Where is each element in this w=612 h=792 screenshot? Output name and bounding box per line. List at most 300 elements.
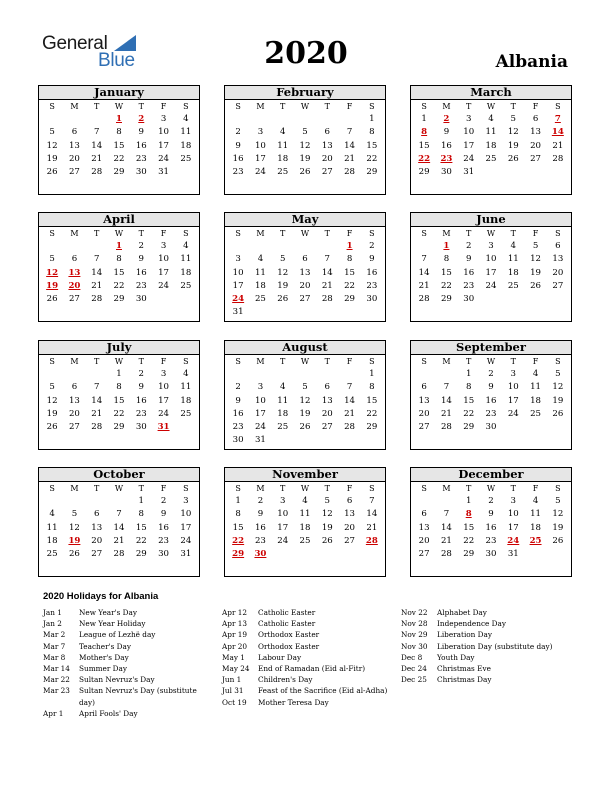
day-cell: 19 <box>299 408 311 419</box>
day-cell: 22 <box>135 535 147 546</box>
holiday-row <box>43 663 223 674</box>
day-cell: 8 <box>116 382 122 393</box>
day-cell: 21 <box>418 280 430 291</box>
day-cell: 20 <box>321 408 333 419</box>
weekday-label: W <box>114 229 124 238</box>
weekday-label: W <box>300 229 310 238</box>
holiday-row <box>222 652 402 663</box>
holiday-day-cell: 31 <box>157 422 170 433</box>
holiday-date: Apr 1 <box>43 708 64 718</box>
day-cell: 16 <box>440 140 452 151</box>
month-title: August <box>225 341 385 355</box>
day-cell: 16 <box>366 267 378 278</box>
day-cell: 29 <box>463 549 475 560</box>
day-cell: 9 <box>235 140 241 151</box>
day-cell: 13 <box>68 395 80 406</box>
day-cell: 24 <box>507 408 519 419</box>
holiday-name: Liberation Day <box>437 630 493 640</box>
day-cell: 22 <box>113 280 125 291</box>
day-cell: 31 <box>158 167 170 178</box>
month-title: June <box>411 213 571 227</box>
day-cell: 15 <box>463 395 475 406</box>
month-title: November <box>225 468 385 482</box>
day-cell: 8 <box>465 382 472 393</box>
day-cell: 21 <box>344 153 356 164</box>
day-cell: 8 <box>138 509 145 520</box>
holiday-date: Mar 8 <box>43 652 66 662</box>
weekday-label: F <box>160 229 167 238</box>
holiday-name: Mother's Day <box>79 652 129 662</box>
day-cell: 5 <box>510 114 517 124</box>
day-cell: 9 <box>160 509 167 520</box>
day-cell: 1 <box>116 369 122 379</box>
day-cell: 28 <box>552 153 564 164</box>
day-cell: 20 <box>299 280 311 291</box>
day-cell: 10 <box>507 509 519 520</box>
holiday-name: Labour Day <box>258 652 302 662</box>
weekday-label: S <box>555 357 561 366</box>
month-title: October <box>39 468 199 482</box>
day-cell: 6 <box>93 509 100 520</box>
day-grid <box>411 100 571 179</box>
month-title: February <box>225 86 385 100</box>
weekday-label: S <box>421 484 427 493</box>
day-cell: 18 <box>46 535 58 546</box>
day-cell: 2 <box>235 382 241 393</box>
day-cell: 19 <box>552 522 564 533</box>
holiday-day-cell: 2 <box>443 114 450 124</box>
weekday-label: T <box>94 229 100 238</box>
day-cell: 7 <box>443 509 450 520</box>
day-cell: 11 <box>530 509 542 520</box>
day-cell: 1 <box>465 496 472 506</box>
day-cell: 25 <box>254 294 266 305</box>
day-cell: 12 <box>507 127 519 138</box>
day-cell: 24 <box>158 408 170 419</box>
day-cell: 6 <box>71 382 78 393</box>
day-cell: 20 <box>91 535 103 546</box>
holiday-row <box>222 607 402 618</box>
logo-blue-text: Blue <box>98 50 135 71</box>
empty-cell <box>316 240 338 253</box>
day-cell: 16 <box>135 267 147 278</box>
day-cell: 19 <box>507 140 519 151</box>
empty-cell <box>249 368 271 381</box>
day-cell: 20 <box>418 408 430 419</box>
weekday-label: M <box>256 229 265 238</box>
day-cell: 16 <box>135 140 147 151</box>
day-cell: 31 <box>232 307 244 318</box>
weekday-label: T <box>94 484 100 493</box>
day-cell: 17 <box>507 522 519 533</box>
day-cell: 23 <box>135 280 147 291</box>
holiday-day-cell: 12 <box>46 267 59 278</box>
day-cell: 29 <box>440 294 452 305</box>
day-cell: 2 <box>257 496 264 506</box>
day-cell: 13 <box>299 267 311 278</box>
holiday-row <box>222 629 402 640</box>
day-cell: 26 <box>277 294 289 305</box>
day-cell: 21 <box>440 408 452 419</box>
day-cell: 29 <box>344 294 356 305</box>
holiday-name: End of Ramadan (Eid al-Fitr) <box>258 664 366 674</box>
day-cell: 17 <box>232 280 244 291</box>
day-cell: 16 <box>135 395 147 406</box>
day-cell: 10 <box>277 509 289 520</box>
day-cell: 29 <box>463 422 475 433</box>
day-cell: 4 <box>302 496 308 506</box>
day-cell: 27 <box>91 549 103 560</box>
day-cell: 30 <box>463 294 475 305</box>
day-cell: 17 <box>463 140 475 151</box>
month-march <box>410 85 572 195</box>
holiday-column <box>401 607 581 685</box>
holiday-day-cell: 14 <box>551 127 564 138</box>
weekday-label: S <box>369 357 375 366</box>
day-cell: 14 <box>321 267 333 278</box>
weekday-label: M <box>442 357 451 366</box>
day-cell: 12 <box>530 254 542 265</box>
empty-cell <box>249 113 271 126</box>
weekday-label: S <box>235 484 241 493</box>
day-cell: 3 <box>279 496 286 506</box>
holiday-name: April Fools' Day <box>79 708 138 718</box>
day-cell: 11 <box>507 254 519 265</box>
holiday-day-cell: 2 <box>138 114 145 124</box>
month-title: September <box>411 341 571 355</box>
weekday-label: W <box>486 357 496 366</box>
day-cell: 13 <box>344 509 356 520</box>
day-cell: 5 <box>555 496 561 506</box>
day-cell: 16 <box>232 408 244 419</box>
holiday-date: Nov 28 <box>401 619 428 629</box>
month-october <box>38 467 200 577</box>
day-cell: 14 <box>344 140 356 151</box>
day-cell: 11 <box>530 382 542 393</box>
day-cell: 5 <box>71 509 78 520</box>
day-cell: 22 <box>463 535 475 546</box>
day-cell: 2 <box>465 241 472 251</box>
holiday-row <box>43 607 223 618</box>
day-cell: 22 <box>463 408 475 419</box>
weekday-label: F <box>160 357 167 366</box>
day-cell: 5 <box>555 369 561 379</box>
empty-cell <box>413 240 435 253</box>
day-cell: 29 <box>113 422 125 433</box>
month-november <box>224 467 386 577</box>
day-cell: 15 <box>113 267 125 278</box>
day-cell: 4 <box>183 241 189 251</box>
weekday-label: S <box>183 102 189 111</box>
empty-cell <box>413 368 435 381</box>
day-cell: 2 <box>138 369 145 379</box>
weekday-label: M <box>442 484 451 493</box>
month-title: April <box>39 213 199 227</box>
empty-cell <box>413 495 435 508</box>
day-cell: 30 <box>135 422 147 433</box>
weekday-label: W <box>486 229 496 238</box>
weekday-label: F <box>160 484 167 493</box>
day-cell: 8 <box>346 254 353 265</box>
holiday-date: Mar 23 <box>43 686 70 696</box>
day-cell: 23 <box>463 280 475 291</box>
holiday-name: League of Lezhë day <box>79 630 156 640</box>
day-cell: 22 <box>113 153 125 164</box>
weekday-label: W <box>486 102 496 111</box>
day-cell: 17 <box>158 395 170 406</box>
day-cell: 27 <box>344 535 356 546</box>
weekday-label: T <box>138 357 144 366</box>
day-cell: 15 <box>440 267 452 278</box>
day-cell: 28 <box>418 294 430 305</box>
day-cell: 17 <box>485 267 497 278</box>
day-cell: 3 <box>235 254 241 265</box>
empty-cell <box>227 113 249 126</box>
weekday-label: T <box>94 357 100 366</box>
day-cell: 29 <box>366 167 378 178</box>
weekday-label: S <box>49 102 55 111</box>
holiday-date: Oct 19 <box>222 697 247 707</box>
day-cell: 20 <box>68 153 80 164</box>
weekday-label: M <box>442 102 451 111</box>
day-cell: 9 <box>257 509 264 520</box>
holiday-date: Dec 8 <box>401 652 423 662</box>
day-cell: 5 <box>279 254 286 265</box>
empty-cell <box>86 368 108 381</box>
empty-cell <box>108 495 130 508</box>
weekday-label: T <box>510 484 516 493</box>
day-cell: 7 <box>369 496 375 506</box>
holiday-day-cell: 24 <box>507 535 520 546</box>
weekday-label: T <box>324 102 330 111</box>
holiday-day-cell: 8 <box>421 127 428 138</box>
day-cell: 5 <box>49 127 55 138</box>
empty-cell <box>338 368 360 381</box>
day-cell: 21 <box>91 408 103 419</box>
day-cell: 5 <box>49 382 55 393</box>
day-cell: 5 <box>324 496 331 506</box>
day-cell: 28 <box>344 422 356 433</box>
weekday-label: W <box>114 484 124 493</box>
day-cell: 1 <box>369 114 375 124</box>
day-cell: 17 <box>254 408 266 419</box>
day-cell: 19 <box>277 280 289 291</box>
day-cell: 23 <box>135 408 147 419</box>
weekday-label: S <box>235 102 241 111</box>
day-cell: 25 <box>530 408 542 419</box>
empty-cell <box>63 368 85 381</box>
holiday-row <box>222 641 402 652</box>
day-cell: 30 <box>135 167 147 178</box>
day-cell: 4 <box>183 369 189 379</box>
day-cell: 26 <box>530 280 542 291</box>
day-cell: 2 <box>235 127 241 138</box>
holiday-row <box>43 674 223 685</box>
weekday-label: S <box>49 484 55 493</box>
weekday-label: S <box>555 229 561 238</box>
holiday-date: May 24 <box>222 664 250 674</box>
day-cell: 9 <box>488 509 494 520</box>
day-cell: 4 <box>49 509 55 520</box>
day-cell: 6 <box>71 254 78 265</box>
empty-cell <box>316 368 338 381</box>
day-cell: 17 <box>158 140 170 151</box>
day-cell: 15 <box>113 140 125 151</box>
weekday-label: T <box>466 102 472 111</box>
day-cell: 5 <box>302 382 308 393</box>
day-cell: 12 <box>299 395 311 406</box>
day-grid <box>225 100 385 179</box>
day-cell: 27 <box>68 294 80 305</box>
day-cell: 28 <box>321 294 333 305</box>
day-cell: 14 <box>91 267 103 278</box>
day-cell: 18 <box>507 267 519 278</box>
day-cell: 24 <box>277 535 289 546</box>
day-cell: 6 <box>71 127 78 138</box>
day-cell: 28 <box>113 549 125 560</box>
day-cell: 12 <box>277 267 289 278</box>
day-cell: 23 <box>158 535 170 546</box>
day-cell: 15 <box>135 522 147 533</box>
day-cell: 18 <box>530 395 542 406</box>
day-cell: 10 <box>254 140 266 151</box>
day-cell: 23 <box>135 153 147 164</box>
day-cell: 15 <box>463 522 475 533</box>
day-cell: 23 <box>232 167 244 178</box>
day-cell: 22 <box>366 408 378 419</box>
holiday-name: Orthodox Easter <box>258 641 320 651</box>
day-cell: 18 <box>180 140 192 151</box>
holiday-row <box>222 697 402 708</box>
weekday-label: T <box>280 357 286 366</box>
holiday-day-cell: 25 <box>529 535 542 546</box>
day-cell: 4 <box>257 254 264 265</box>
day-cell: 22 <box>366 153 378 164</box>
day-cell: 4 <box>279 127 286 138</box>
day-cell: 23 <box>485 408 497 419</box>
holiday-name: Orthodox Easter <box>258 630 320 640</box>
day-cell: 7 <box>116 509 122 520</box>
holiday-row <box>43 697 223 708</box>
day-cell: 3 <box>160 369 167 379</box>
day-cell: 24 <box>158 153 170 164</box>
weekday-label: T <box>510 102 516 111</box>
day-cell: 17 <box>158 267 170 278</box>
day-cell: 30 <box>158 549 170 560</box>
day-cell: 12 <box>299 140 311 151</box>
day-cell: 18 <box>299 522 311 533</box>
weekday-label: T <box>324 484 330 493</box>
weekday-label: S <box>369 229 375 238</box>
day-cell: 25 <box>485 153 497 164</box>
day-cell: 4 <box>183 114 189 124</box>
holiday-date: Jan 1 <box>43 608 62 617</box>
day-cell: 16 <box>158 522 170 533</box>
day-cell: 17 <box>277 522 289 533</box>
day-cell: 17 <box>254 153 266 164</box>
day-cell: 15 <box>344 267 356 278</box>
day-cell: 3 <box>488 241 494 251</box>
holiday-row <box>43 708 223 719</box>
holiday-row <box>401 607 581 618</box>
day-cell: 14 <box>344 395 356 406</box>
day-cell: 7 <box>324 254 331 265</box>
empty-cell <box>294 368 316 381</box>
day-cell: 23 <box>366 280 378 291</box>
weekday-label: S <box>235 229 241 238</box>
empty-cell <box>41 495 63 508</box>
day-cell: 26 <box>507 153 519 164</box>
day-cell: 9 <box>138 127 145 138</box>
day-grid <box>411 227 571 306</box>
day-cell: 29 <box>418 167 430 178</box>
day-cell: 14 <box>440 522 452 533</box>
day-cell: 8 <box>116 254 122 265</box>
empty-cell <box>86 495 108 508</box>
day-cell: 11 <box>254 267 266 278</box>
weekday-label: W <box>486 484 496 493</box>
day-cell: 21 <box>113 535 125 546</box>
weekday-label: F <box>532 357 539 366</box>
day-cell: 15 <box>232 522 244 533</box>
holiday-day-cell: 19 <box>68 535 81 546</box>
day-cell: 24 <box>254 422 266 433</box>
weekday-label: M <box>70 484 79 493</box>
empty-cell <box>41 240 63 253</box>
weekday-label: F <box>346 102 353 111</box>
day-cell: 21 <box>440 535 452 546</box>
day-cell: 1 <box>421 114 427 124</box>
day-cell: 13 <box>321 395 333 406</box>
holiday-name: New Year Holiday <box>79 619 146 629</box>
holiday-date: Mar 2 <box>43 630 66 640</box>
day-cell: 21 <box>91 280 103 291</box>
day-cell: 30 <box>232 435 244 446</box>
weekday-label: F <box>532 484 539 493</box>
weekday-label: S <box>235 357 241 366</box>
day-cell: 12 <box>46 140 58 151</box>
day-grid <box>225 355 385 448</box>
holiday-day-cell: 13 <box>68 267 81 278</box>
day-cell: 24 <box>485 280 497 291</box>
day-cell: 10 <box>254 395 266 406</box>
weekday-label: M <box>256 102 265 111</box>
empty-cell <box>227 368 249 381</box>
holidays-title: 2020 Holidays for Albania <box>43 591 159 602</box>
day-cell: 7 <box>421 254 427 265</box>
holiday-row <box>43 629 223 640</box>
holiday-row <box>401 674 581 685</box>
day-cell: 10 <box>507 382 519 393</box>
weekday-label: M <box>256 484 265 493</box>
day-cell: 7 <box>346 127 353 138</box>
day-cell: 1 <box>235 496 241 506</box>
empty-cell <box>316 113 338 126</box>
month-title: January <box>39 86 199 100</box>
day-grid <box>225 227 385 320</box>
day-cell: 6 <box>302 254 308 265</box>
holiday-name: Sultan Nevruz's Day <box>79 675 155 685</box>
day-cell: 1 <box>138 496 145 506</box>
day-cell: 28 <box>91 294 103 305</box>
day-cell: 4 <box>532 369 539 379</box>
day-cell: 6 <box>421 509 427 520</box>
weekday-label: W <box>300 357 310 366</box>
holiday-date: Jul 31 <box>222 686 244 696</box>
holiday-name: Children's Day <box>258 675 313 685</box>
day-cell: 3 <box>257 127 264 138</box>
day-cell: 22 <box>113 408 125 419</box>
